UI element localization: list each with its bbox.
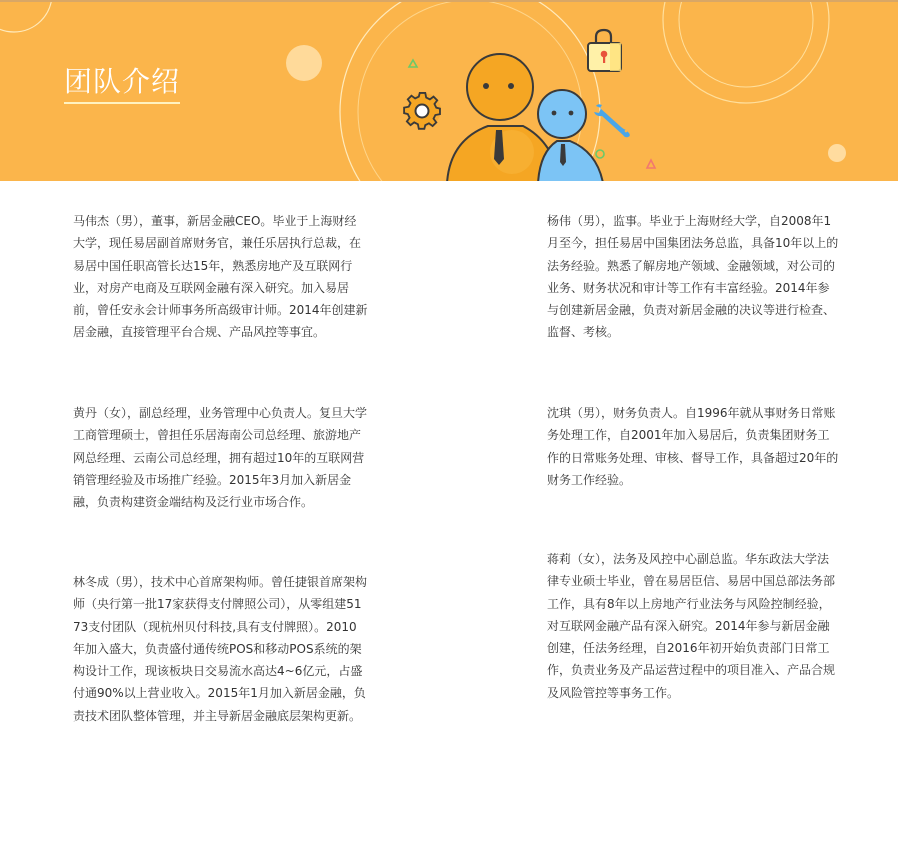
page-title: 团队介绍 <box>64 64 180 104</box>
team-member-bio: 林冬成（男），技术中心首席架构师。曾任捷银首席架构师（央行第一批17家获得支付牌照公司），从零组建5173支付团队（现杭州贝付科技,具有支付牌照）。2010年加入盛大，负责盛付通传统POS和移动POS系统的架构设计工作，现该板块日交易流水高达4~6亿元，占盛付通90%以上营业收入。2015年1月加入新居金融，负责技术团队整体管理，并主导新居金融底层架构更新。 <box>73 575 368 723</box>
banner <box>0 0 898 181</box>
gear-icon <box>404 93 441 129</box>
team-content <box>0 181 898 848</box>
person-blue-icon <box>538 90 603 181</box>
team-member-bio: 沈琪（男），财务负责人。自1996年就从事财务日常账务处理工作，自2001年加入易居后，负责集团财务工作的日常账务处理、审核、督导工作，具备超过20年的财务工作经验。 <box>547 406 839 487</box>
padlock-icon <box>588 30 621 71</box>
triangle-icon <box>409 60 417 67</box>
team-member-bio: 黄丹（女），副总经理，业务管理中心负责人。复旦大学工商管理硕士，曾担任乐居海南公司总经理、旅游地产网总经理、云南公司总经理，拥有超过10年的互联网营销管理经验及市场推广经验。2015年3月加入新居金融，负责构建资金端结构及泛行业市场合作。 <box>73 406 368 510</box>
team-member-bio: 蒋莉（女），法务及风控中心副总监。华东政法大学法律专业硕士毕业，曾在易居臣信、易居中国总部法务部工作，具有8年以上房地产行业法务与风险控制经验，对互联网金融产品有深入研究。2014年参与新居金融创建，任法务经理，自2016年初开始负责部门日常工作，负责业务及产品运营过程中的项目准入、产品合规及风险管控等事务工作。 <box>547 552 836 700</box>
team-member-bio: 杨伟（男），监事。毕业于上海财经大学，自2008年1月至今，担任易居中国集团法务总监，具备10年以上的法务经验。熟悉了解房地产领域、金融领域，对公司的业务、财务状况和审计等工作有丰富经验。2014年参与创建新居金融，负责对新居金融的决议等进行检查、监督、考核。 <box>547 214 839 340</box>
team-member-bio: 马伟杰（男），董事，新居金融CEO。毕业于上海财经大学，现任易居副首席财务官，兼任乐居执行总裁，在易居中国任职高管长达15年，熟悉房地产及互联网行业，对房产电商及互联网金融有深入研究。加入易居前，曾任安永会计师事务所高级审计师。2014年创建新居金融，直接管理平台合规、产品风控等事宜。 <box>73 214 368 340</box>
